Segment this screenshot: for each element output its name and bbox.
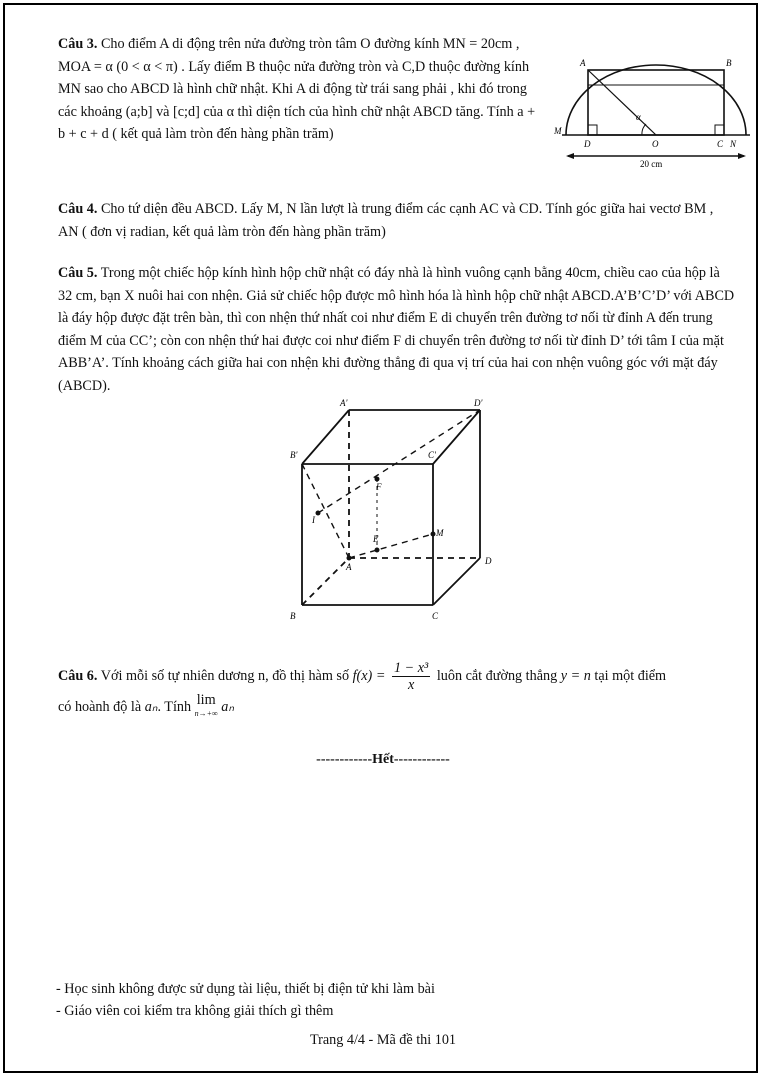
- question-5: [58, 262, 735, 397]
- question-6: [58, 660, 735, 721]
- fig3-label-D: D: [584, 139, 591, 149]
- end-mark: ------------Hết------------: [316, 752, 450, 767]
- fig5-label-D1: D': [474, 398, 483, 408]
- fig5-label-I: I: [312, 515, 315, 525]
- limit-term: aₙ: [221, 699, 235, 715]
- function-expression: f(x) =: [352, 667, 386, 684]
- question-6-tinh: . Tính: [157, 699, 192, 715]
- function-fraction: [392, 660, 430, 693]
- fig3-label-C: C: [717, 139, 724, 149]
- fig3-label-O: O: [652, 139, 659, 149]
- question-6-post: tại một điểm: [594, 667, 667, 684]
- sequence-term: aₙ: [144, 699, 158, 715]
- question-3: [58, 33, 538, 146]
- fig3-label-B: B: [726, 58, 732, 68]
- semicircle-figure: [554, 32, 754, 172]
- notes: [56, 978, 435, 1022]
- page-footer: Trang 4/4 - Mã đề thi 101: [309, 1032, 457, 1048]
- fig3-length-label: 20 cm: [640, 159, 663, 169]
- fraction-denominator: x: [407, 677, 415, 693]
- fig5-label-E: E: [373, 534, 379, 544]
- question-6-mid: luôn cắt đường thẳng: [436, 667, 558, 684]
- limit-subscript: n→+∞: [194, 709, 218, 718]
- fig3-label-A: A: [580, 58, 586, 68]
- limit-expression: [195, 693, 218, 721]
- box-figure: [282, 392, 522, 632]
- question-5-label: Câu 5.: [58, 265, 98, 281]
- question-5-text: Trong một chiếc hộp kính hình hộp chữ nhật có đáy nhà là hình vuông cạnh bằng 40cm, chiều cao của hộp là 32 cm, bạn X nuôi hai con nhện. Giả sử chiếc hộp được mô hình hóa là hình hộp chữ nhật ABCD.A’B’C’D’ với ABCD là đáy hộp được đặt trên bàn, thì con nhện thứ nhất coi như điểm E di chuyển trên đường tơ nối từ đỉnh A đến trung điểm M của CC’; còn con nhện thứ hai được coi như điểm F di chuyển trên đường tơ nối từ đỉnh D’ tới tâm I của mặt ABB’A’. Tính khoảng cách giữa hai con nhện khi đường thẳng đi qua vị trí của hai con nhện vuông góc với mặt đáy (ABCD).: [58, 265, 735, 394]
- question-4: [58, 198, 735, 243]
- fig5-label-B1: B': [290, 450, 298, 460]
- fig3-label-N: N: [730, 139, 737, 149]
- question-3-label: Câu 3.: [58, 36, 98, 52]
- fig5-label-F: F: [376, 482, 382, 492]
- question-6-pre: Với mỗi số tự nhiên dương n, đồ thị hàm số: [100, 667, 350, 684]
- limit-word: lim: [196, 692, 216, 708]
- fig5-label-C1: C': [428, 450, 436, 460]
- fig5-label-D: D: [485, 556, 492, 566]
- question-4-text: Cho tứ diện đều ABCD. Lấy M, N lần lượt là trung điểm các cạnh AC và CD. Tính góc giữa hai vectơ BM , AN ( đơn vị radian, kết quả làm tròn đến hàng phần trăm): [58, 201, 714, 240]
- question-6-line2: có hoành độ là: [58, 699, 142, 715]
- note-1: - Học sinh không được sử dụng tài liệu, thiết bị điện tử khi làm bài: [56, 981, 435, 997]
- fig3-label-M: M: [554, 126, 562, 136]
- note-2: - Giáo viên coi kiểm tra không giải thích gì thêm: [56, 1003, 334, 1019]
- fraction-numerator: 1 − x³: [393, 660, 429, 676]
- fig5-label-C: C: [432, 611, 439, 621]
- fig5-label-A1: A': [340, 398, 348, 408]
- fig3-label-alpha: α: [636, 112, 641, 122]
- fig5-label-B: B: [290, 611, 296, 621]
- line-equation: y = n: [560, 667, 591, 684]
- question-6-label: Câu 6.: [58, 667, 98, 684]
- question-4-label: Câu 4.: [58, 201, 98, 217]
- fig5-label-M: M: [436, 528, 444, 538]
- fig5-label-A: A: [346, 562, 352, 572]
- question-3-text: Cho điểm A di động trên nửa đường tròn tâm O đường kính MN = 20cm , MOA = α (0 < α < π) . Lấy điểm B thuộc nửa đường tròn và C,D thuộc đường kính MN sao cho ABCD là hình chữ nhật. Khi A di động từ trái sang phải , khi đó trong các khoảng (a;b] và [c;d] của α thì diện tích của hình chữ nhật ABCD tăng. Tính a + b + c + d ( kết quả làm tròn đến hàng phần trăm): [58, 36, 536, 142]
